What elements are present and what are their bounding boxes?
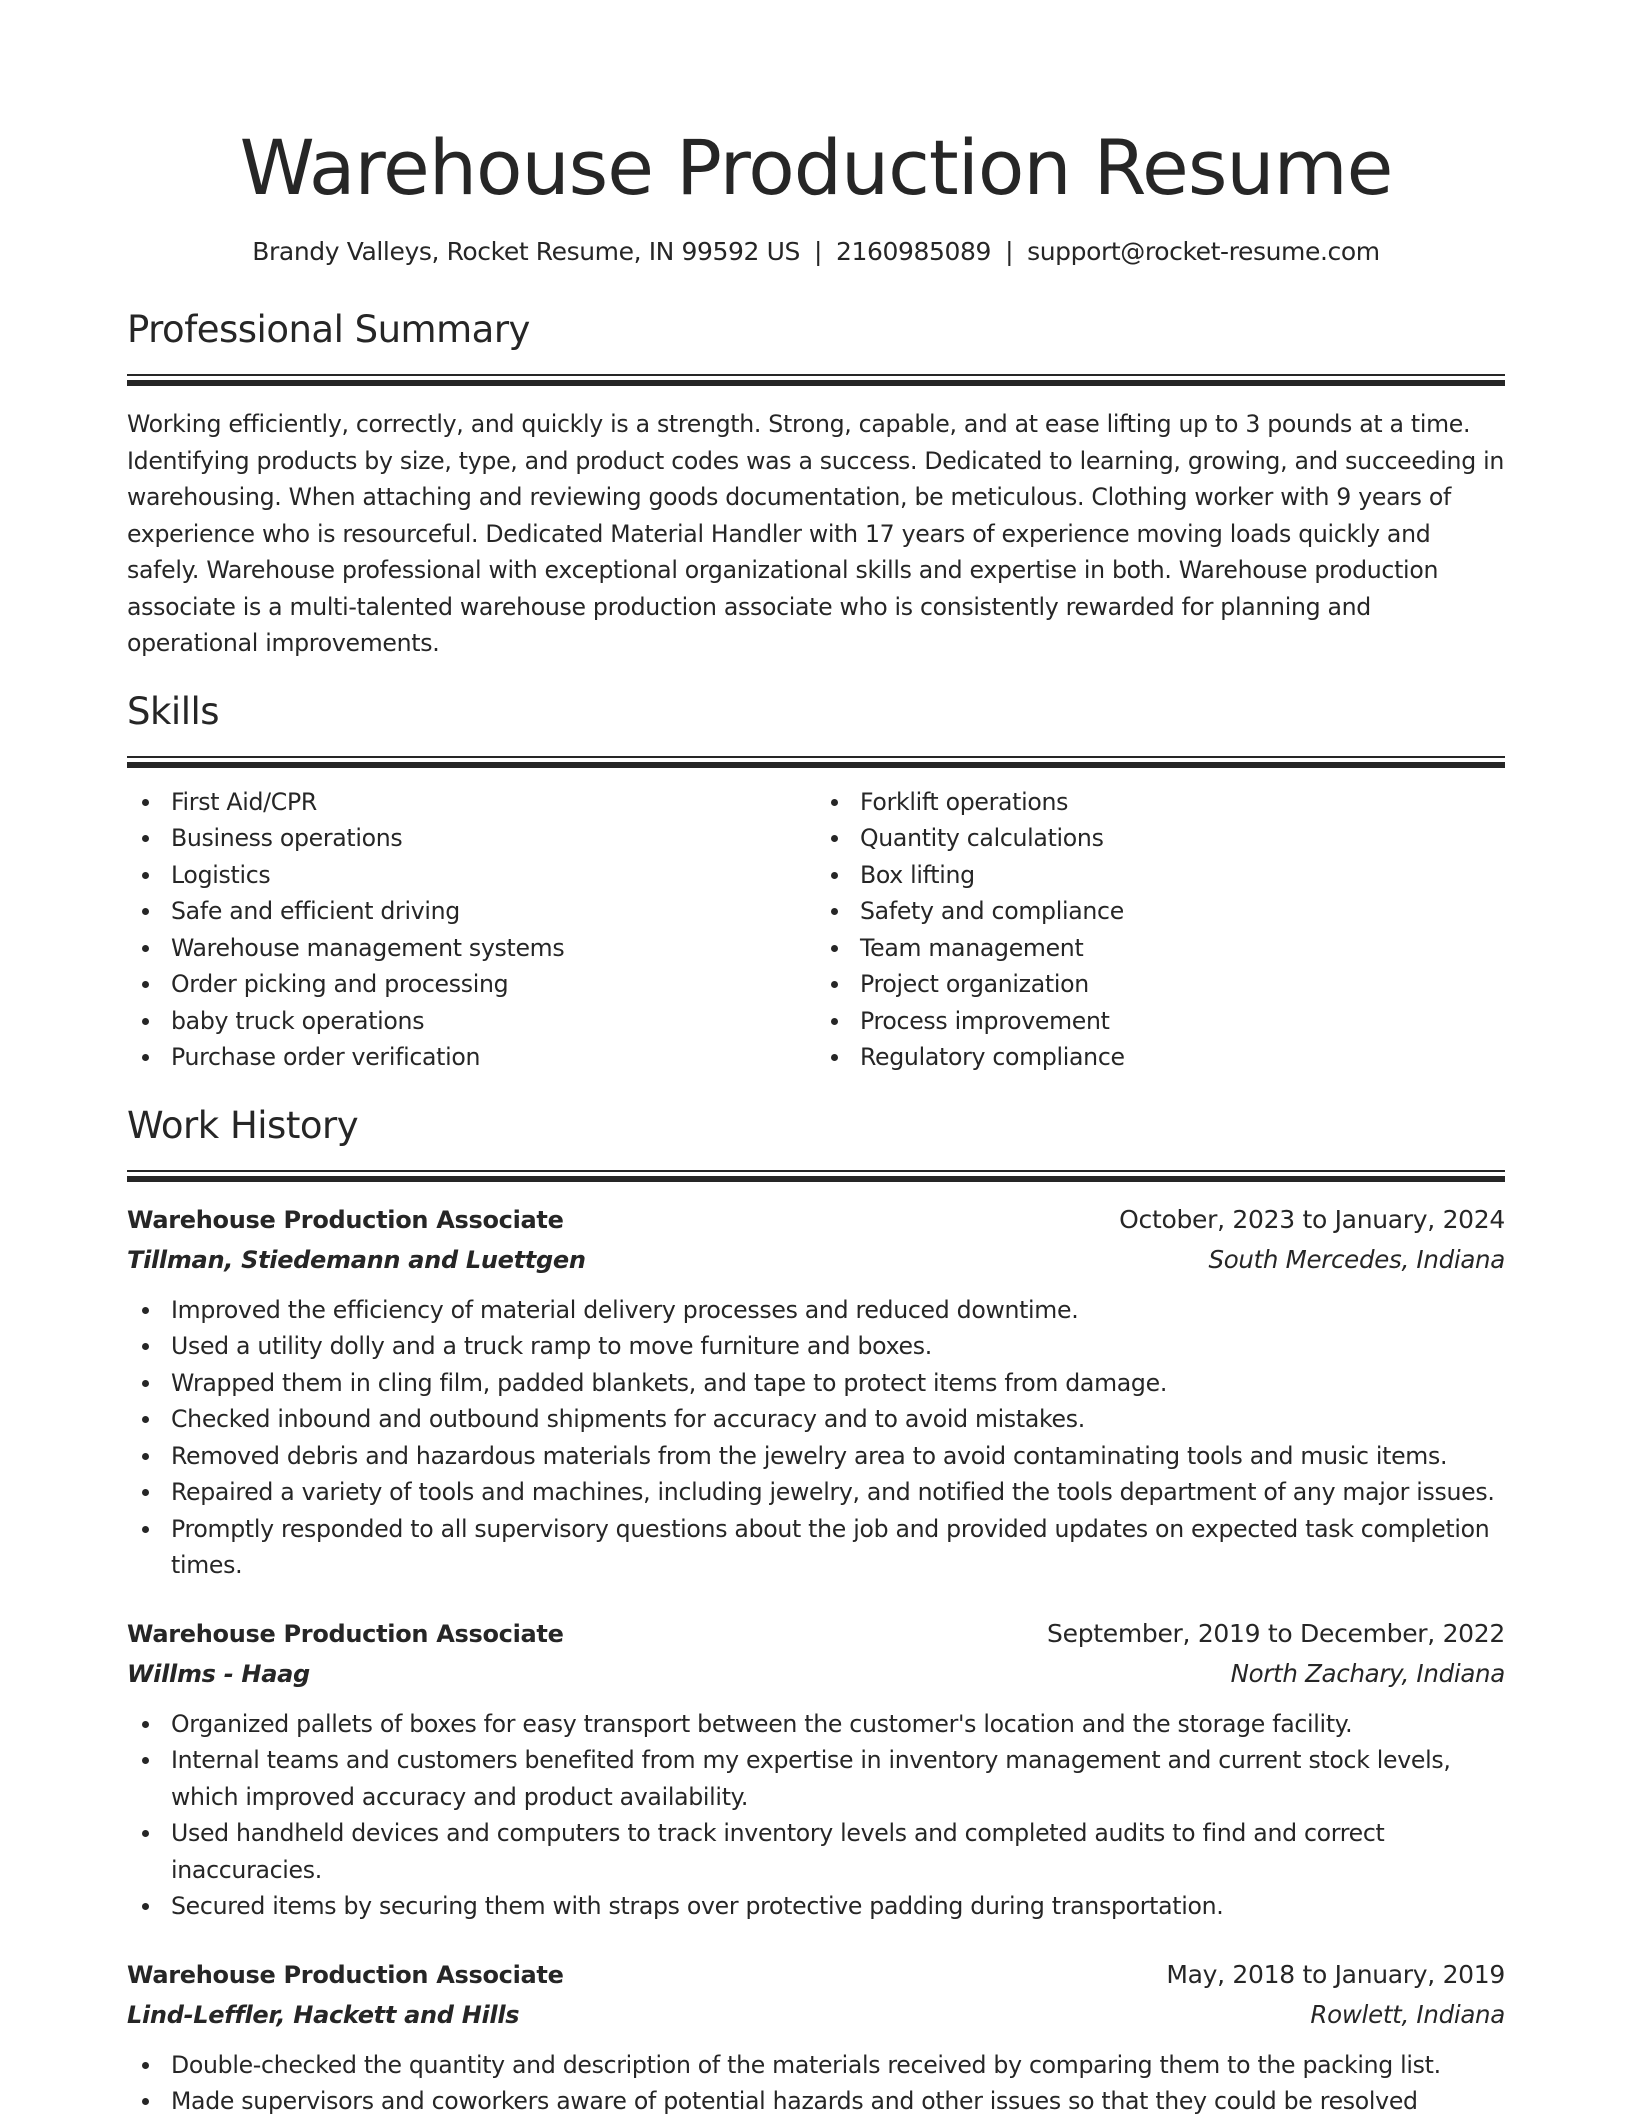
job-duty-item: Removed debris and hazardous materials from the jewelry area to avoid contaminating tools and music items.	[127, 1438, 1505, 1475]
skill-item: Box lifting	[816, 857, 1505, 894]
job-duty-item: Used handheld devices and computers to track inventory levels and completed audits to find and correct inaccuracies.	[127, 1815, 1505, 1888]
section-divider	[127, 756, 1505, 768]
skill-item: Safe and efficient driving	[127, 893, 816, 930]
job-company: Tillman, Stiedemann and Luettgen	[127, 1245, 586, 1274]
skill-item: Regulatory compliance	[816, 1039, 1505, 1076]
skill-item: Process improvement	[816, 1003, 1505, 1040]
job-header-row	[127, 1955, 1505, 1995]
section-heading-skills: Skills	[127, 689, 220, 733]
job-company-row	[127, 1995, 1505, 2035]
job-duty-item: Double-checked the quantity and description of the materials received by comparing them to the packing list.	[127, 2047, 1505, 2084]
job-company: Willms - Haag	[127, 1659, 310, 1688]
skill-item: Team management	[816, 930, 1505, 967]
skill-item: Warehouse management systems	[127, 930, 816, 967]
job-company-row	[127, 1654, 1505, 1694]
job-duty-item: Internal teams and customers benefited from my expertise in inventory management and current stock levels, which improved accuracy and product availability.	[127, 1742, 1505, 1815]
job-duty-item: Organized pallets of boxes for easy transport between the customer's location and the storage facility.	[127, 1706, 1505, 1743]
skills-section	[127, 688, 1505, 1076]
job-duty-item: Improved the efficiency of material delivery processes and reduced downtime.	[127, 1292, 1505, 1329]
job-duty-item: Made supervisors and coworkers aware of potential hazards and other issues so that they could be resolved	[127, 2083, 1505, 2120]
skill-item: Purchase order verification	[127, 1039, 816, 1076]
skill-item: Logistics	[127, 857, 816, 894]
job-duty-item: Wrapped them in cling film, padded blankets, and tape to protect items from damage.	[127, 1365, 1505, 1402]
contact-separator: |	[1005, 237, 1014, 266]
job-entry	[127, 1200, 1505, 1584]
section-heading-work-history: Work History	[127, 1103, 359, 1147]
skills-grid	[127, 784, 1505, 1076]
contact-address: Brandy Valleys, Rocket Resume, IN 99592 US	[252, 237, 800, 266]
skill-item: Safety and compliance	[816, 893, 1505, 930]
job-duty-item: Checked inbound and outbound shipments for accuracy and to avoid mistakes.	[127, 1401, 1505, 1438]
job-entry	[127, 1955, 1505, 2120]
job-duty-item: Promptly responded to all supervisory questions about the job and provided updates on expected task completion times.	[127, 1511, 1505, 1584]
skills-column-left	[127, 784, 816, 1076]
skill-item: Business operations	[127, 820, 816, 857]
skill-item: Order picking and processing	[127, 966, 816, 1003]
skill-item: Forklift operations	[816, 784, 1505, 821]
job-dates: May, 2018 to January, 2019	[1166, 1959, 1505, 1989]
job-title: Warehouse Production Associate	[127, 1205, 564, 1234]
job-title: Warehouse Production Associate	[127, 1960, 564, 1989]
contact-separator: |	[813, 237, 822, 266]
job-duties-list	[127, 1292, 1505, 1584]
job-header-row	[127, 1614, 1505, 1654]
skills-column-right	[816, 784, 1505, 1076]
job-dates: October, 2023 to January, 2024	[1119, 1204, 1505, 1234]
contact-line	[127, 234, 1505, 270]
skill-item: baby truck operations	[127, 1003, 816, 1040]
job-company: Lind-Leffler, Hackett and Hills	[127, 2000, 520, 2029]
section-heading-summary: Professional Summary	[127, 308, 530, 351]
job-duties-list	[127, 1706, 1505, 1925]
skill-item: Project organization	[816, 966, 1505, 1003]
job-location: North Zachary, Indiana	[1230, 1658, 1505, 1688]
skill-item: First Aid/CPR	[127, 784, 816, 821]
job-duties-list	[127, 2047, 1505, 2120]
job-duty-item: Used a utility dolly and a truck ramp to move furniture and boxes.	[127, 1328, 1505, 1365]
professional-summary-section	[127, 306, 1505, 662]
job-location: Rowlett, Indiana	[1310, 1999, 1505, 2029]
summary-text: Working efficiently, correctly, and quickly is a strength. Strong, capable, and at ease lifting up to 3 pounds at a time. Identifying products by size, type, and product codes was a success. Dedicated to learning, growing, and succeeding in warehousing. When attaching and reviewing goods documentation, be meticulous. Clothing worker with 9 years of experience who is resourceful. Dedicated Material Handler with 17 years of experience moving loads quickly and safely. Warehouse professional with exceptional organizational skills and expertise in both. Warehouse production associate is a multi-talented warehouse production associate who is consistently rewarded for planning and operational improvements.	[127, 410, 1504, 657]
job-company-row	[127, 1240, 1505, 1280]
job-title: Warehouse Production Associate	[127, 1619, 564, 1648]
job-entry	[127, 1614, 1505, 1925]
resume-page	[127, 0, 1505, 2120]
skill-item: Quantity calculations	[816, 820, 1505, 857]
job-duty-item: Secured items by securing them with straps over protective padding during transportation.	[127, 1888, 1505, 1925]
resume-title: Warehouse Production Resume	[239, 123, 1393, 212]
section-divider	[127, 374, 1505, 386]
contact-phone: 2160985089	[836, 237, 992, 266]
job-header-row	[127, 1200, 1505, 1240]
work-history-section	[127, 1102, 1505, 2120]
job-duty-item: Repaired a variety of tools and machines, including jewelry, and notified the tools department of any major issues.	[127, 1474, 1505, 1511]
contact-email: support@rocket-resume.com	[1027, 237, 1380, 266]
job-location: South Mercedes, Indiana	[1208, 1244, 1505, 1274]
section-divider	[127, 1170, 1505, 1182]
job-dates: September, 2019 to December, 2022	[1047, 1618, 1505, 1648]
